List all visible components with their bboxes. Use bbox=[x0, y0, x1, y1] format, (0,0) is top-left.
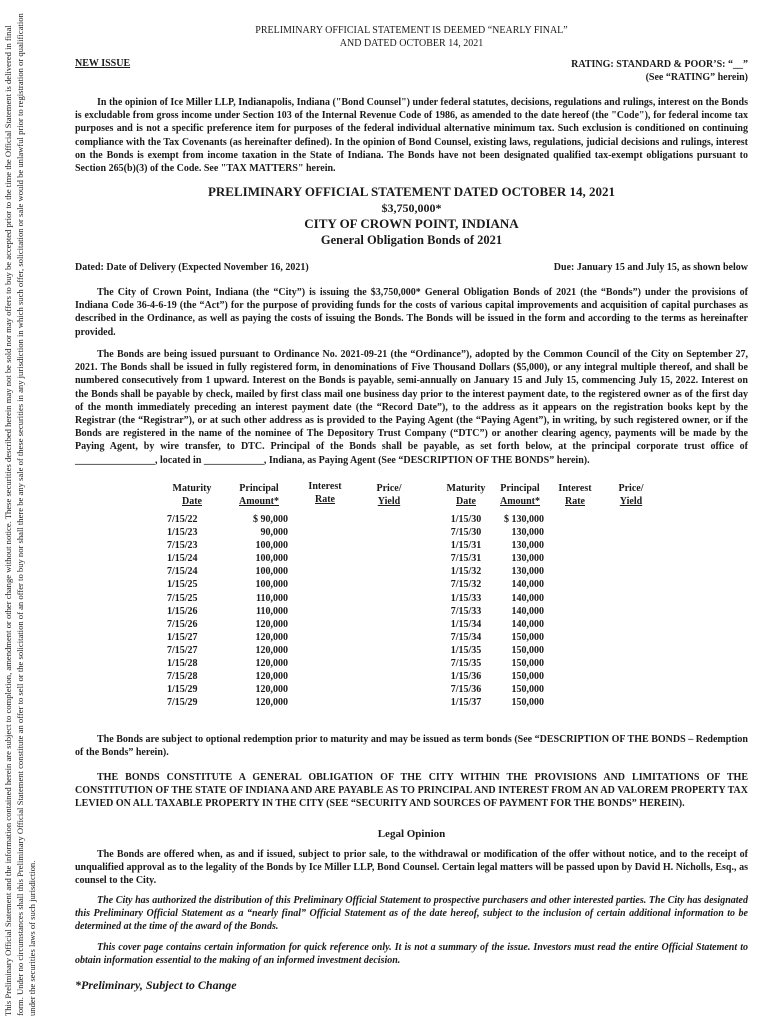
interest-header-line1: Interest bbox=[308, 481, 342, 492]
principal-amount-cell: 100,000 bbox=[255, 540, 288, 552]
rating-line2: (See “RATING” herein) bbox=[645, 72, 748, 83]
left-principal-column bbox=[230, 482, 288, 709]
maturity-date-cell: 7/15/26 bbox=[167, 618, 198, 630]
legal-opinion-heading: Legal Opinion bbox=[377, 828, 446, 840]
principal-amount-cell: 150,000 bbox=[511, 644, 544, 656]
title-line1: PRELIMINARY OFFICIAL STATEMENT DATED OCTOBER 14, 2021 bbox=[207, 184, 616, 199]
title-issuer: CITY OF CROWN POINT, INDIANA bbox=[304, 216, 519, 231]
principal-header-line1: Principal bbox=[500, 483, 540, 494]
principal-header-line2: Amount* bbox=[238, 496, 279, 507]
maturity-date-cell: 7/15/31 bbox=[450, 553, 482, 565]
principal-amount-cell: 130,000 bbox=[511, 566, 544, 578]
left-dates-list bbox=[167, 513, 217, 709]
maturity-date-cell: 7/15/22 bbox=[167, 514, 198, 525]
principal-amount-cell: $ 130,000 bbox=[504, 514, 544, 525]
principal-amount-cell: 90,000 bbox=[260, 527, 288, 539]
principal-amount-cell: $ 90,000 bbox=[253, 514, 288, 525]
maturity-date-cell: 7/15/27 bbox=[167, 644, 198, 656]
maturity-date-cell: 7/15/30 bbox=[450, 527, 482, 539]
maturity-header-line1: Maturity bbox=[172, 483, 212, 494]
principal-amount-header bbox=[230, 482, 288, 508]
principal-amount-cell: 110,000 bbox=[256, 605, 288, 617]
redemption-paragraph: The Bonds are subject to optional redemption prior to maturity and may be issued as term bonds (See “DESCRIPTION OF THE BONDS – Redemption of the Bonds” herein). bbox=[75, 734, 748, 759]
principal-amount-cell: 140,000 bbox=[511, 605, 544, 617]
dated-line: Dated: Date of Delivery (Expected November 16, 2021) bbox=[75, 262, 309, 273]
general-obligation-paragraph: THE BONDS CONSTITUTE A GENERAL OBLIGATION OF THE CITY WITHIN THE PROVISIONS AND LIMITATIONS OF THE CONSTITUTION OF THE STATE OF INDIANA AND ARE PAYABLE AS TO PRINCIPAL AND INTEREST FROM AN AD VALOREM PROPERTY TAX LEVIED ON ALL TAXABLE PROPERTY IN THE CITY (SEE “SECURITY AND SOURCES OF PAYMENT FOR THE BONDS” HEREIN). bbox=[75, 772, 748, 810]
principal-amount-cell: 140,000 bbox=[511, 592, 544, 604]
maturity-date-header bbox=[167, 482, 217, 508]
header-notice-line1: PRELIMINARY OFFICIAL STATEMENT IS DEEMED “NEARLY FINAL” bbox=[255, 25, 568, 36]
maturity-date-cell: 7/15/24 bbox=[167, 566, 198, 578]
principal-amount-cell: 120,000 bbox=[255, 618, 288, 630]
due-line: Due: January 15 and July 15, as shown below bbox=[553, 262, 748, 273]
principal-header-line1: Principal bbox=[239, 483, 279, 494]
principal-amount-cell: 100,000 bbox=[255, 566, 288, 578]
principal-amount-cell: 150,000 bbox=[511, 697, 544, 709]
maturity-date-cell: 1/15/37 bbox=[450, 697, 482, 709]
header-notice-line2: AND DATED OCTOBER 14, 2021 bbox=[339, 38, 484, 49]
legal-paragraph: The Bonds are offered when, as and if issued, subject to prior sale, to the withdrawal or modification of the offer without notice, and to the receipt of unqualified approval as to the legality of the Bonds by Ice Miller LLP, Bond Counsel. Certain legal matters will be passed upon by David H. Nicholls, Esq., as counsel to the City. bbox=[75, 849, 748, 887]
maturity-date-cell: 1/15/30 bbox=[450, 514, 482, 525]
right-maturity-date-column bbox=[441, 482, 491, 709]
principal-amount-cell: 120,000 bbox=[255, 684, 288, 696]
price-header-line2: Yield bbox=[377, 496, 401, 507]
price-header-line2: Yield bbox=[619, 496, 643, 507]
left-price-yield-header bbox=[369, 482, 409, 508]
principal-amount-cell: 100,000 bbox=[255, 579, 288, 591]
maturity-date-cell: 7/15/33 bbox=[450, 605, 482, 617]
title-amount: $3,750,000* bbox=[381, 201, 442, 215]
side-notice-text: This Preliminary Official Statement and the information contained herein are subject to completion, amendment or other change without notice. These securities described herein may not be sold nor may offers to buy be accepted prior to the time the Official Statement is delivered in final form. Under no circumstances shall this Preliminary Official Statement constitute an offer to sell or the solicitation of an offer to buy nor shall there be any sale of these securities in any jurisdiction in which such offer, solicitation or sale would be unlawful prior to registration or qualification under the securities laws of such jurisdiction. bbox=[3, 13, 37, 1016]
principal-amount-cell: 150,000 bbox=[511, 631, 544, 643]
maturity-date-cell: 1/15/35 bbox=[450, 644, 482, 656]
price-header-line1: Price/ bbox=[618, 483, 644, 494]
authorized-paragraph: The City has authorized the distribution of this Preliminary Official Statement to prospective purchasers and other interested parties. The City has designated this Preliminary Official Statement as a “nearly final” Official Statement as of the date hereof, subject to the inclusion of certain additional information to be determined at the time of the award of the Bonds. bbox=[75, 895, 748, 932]
maturity-date-cell: 1/15/32 bbox=[450, 566, 482, 578]
cover-page-paragraph: This cover page contains certain information for quick reference only. It is not a summary of the issue. Investors must read the entire Official Statement to obtain information essential to the making of an informed investment decision. bbox=[75, 942, 748, 966]
maturity-date-cell: 7/15/28 bbox=[167, 671, 198, 683]
maturity-header-line2: Date bbox=[456, 496, 476, 507]
right-principal-column bbox=[496, 482, 544, 709]
principal-header-line2: Amount* bbox=[499, 496, 540, 507]
principal-amount-cell: 130,000 bbox=[511, 540, 544, 552]
right-price-yield-header bbox=[611, 482, 651, 508]
maturity-date-cell: 7/15/32 bbox=[450, 579, 482, 591]
principal-amount-cell: 120,000 bbox=[255, 658, 288, 670]
maturity-date-cell: 7/15/35 bbox=[450, 658, 482, 670]
rating bbox=[571, 58, 748, 84]
principal-amount-cell: 120,000 bbox=[255, 671, 288, 683]
right-dates-list bbox=[441, 513, 491, 709]
maturity-date-cell: 1/15/27 bbox=[167, 631, 198, 643]
maturity-date-cell: 1/15/29 bbox=[167, 684, 198, 696]
principal-amount-cell: 120,000 bbox=[255, 631, 288, 643]
ordinance-paragraph: The Bonds are being issued pursuant to Ordinance No. 2021-09-21 (the “Ordinance”), adopted by the Common Council of the City on September 27, 2021. The Bonds shall be issued in fully registered form, in denominations of Five Thousand Dollars ($5,000), or any integral multiple thereof, and shall be numbered consecutively from 1 upward. Interest on the Bonds is payable, semi-annually on January 15 and July 15, commencing July 15, 2022. Interest on the Bonds shall be payable by check, mailed by first class mail one business day prior to the interest payment date, to the registered owner as of the first day of the month immediately preceding an interest payment date (the “Record Date”), to the address as it appears on the registration books kept by the Registrar (the “Registrar”), or at such other address as is provided to the Paying Agent (the “Paying Agent”), in writing, by such registered owner, or if the Bonds are registered in the name of the nominee of The Depository Trust Company (“DTC”) or another clearing agency, payments will be made by the Paying Agent, by wire transfer, to DTC. Principal of the Bonds shall be payable, as set forth below, at the principal corporate trust office of ________________, located in ____________, Indiana, as Paying Agent (See “DESCRIPTION OF THE BONDS” herein). bbox=[75, 349, 748, 466]
right-amounts-list bbox=[496, 513, 544, 709]
tax-opinion-paragraph: In the opinion of Ice Miller LLP, Indianapolis, Indiana ("Bond Counsel") under federal statutes, decisions, regulations and rulings, interest on the Bonds is excludable from gross income under Section 103 of the Internal Revenue Code of 1986, as amended to the date hereof (the "Code"), for federal income tax purposes and is not a specific preference item for purposes of the federal individual alternative minimum tax. Such exclusion is conditioned on continuing compliance with the Tax Covenants (as hereinafter defined). In the opinion of Bond Counsel, existing laws, regulations, judicial decisions and rulings, interest on the Bonds is exempt from income taxation in the State of Indiana. The Bonds have not been designated qualified tax-exempt obligations pursuant to Section 265(b)(3) of the Code. See "TAX MATTERS" herein. bbox=[75, 97, 748, 175]
principal-amount-cell: 110,000 bbox=[256, 592, 288, 604]
principal-amount-cell: 150,000 bbox=[511, 671, 544, 683]
principal-amount-cell: 120,000 bbox=[255, 697, 288, 709]
interest-header-line2: Rate bbox=[565, 496, 585, 507]
maturity-date-cell: 1/15/25 bbox=[167, 579, 198, 591]
maturity-date-cell: 1/15/24 bbox=[167, 553, 198, 565]
principal-amount-cell: 150,000 bbox=[511, 684, 544, 696]
maturity-date-cell: 7/15/36 bbox=[450, 684, 482, 696]
maturity-date-cell: 7/15/23 bbox=[167, 540, 198, 552]
principal-amount-cell: 140,000 bbox=[511, 618, 544, 630]
left-amounts-list bbox=[230, 513, 288, 709]
footnote: *Preliminary, Subject to Change bbox=[75, 978, 237, 992]
principal-amount-cell: 100,000 bbox=[255, 553, 288, 565]
maturity-date-cell: 1/15/36 bbox=[450, 671, 482, 683]
maturity-header-line2: Date bbox=[182, 496, 202, 507]
maturity-header-line1: Maturity bbox=[446, 483, 486, 494]
maturity-date-cell: 1/15/31 bbox=[450, 540, 482, 552]
header-notice bbox=[75, 24, 748, 50]
title-block bbox=[75, 184, 748, 248]
maturity-date-cell: 7/15/34 bbox=[450, 631, 482, 643]
side-notice bbox=[3, 0, 78, 1024]
principal-amount-cell: 130,000 bbox=[511, 553, 544, 565]
interest-header-line2: Rate bbox=[315, 494, 335, 505]
left-maturity-date-column bbox=[167, 482, 217, 709]
maturity-date-cell: 1/15/33 bbox=[450, 592, 482, 604]
new-issue-label: NEW ISSUE bbox=[75, 58, 131, 69]
left-interest-rate-header bbox=[305, 480, 345, 506]
maturity-date-cell: 1/15/26 bbox=[167, 605, 198, 617]
maturity-date-cell: 1/15/28 bbox=[167, 658, 198, 670]
principal-amount-cell: 140,000 bbox=[511, 579, 544, 591]
maturity-date-cell: 1/15/34 bbox=[450, 618, 482, 630]
principal-amount-cell: 150,000 bbox=[511, 658, 544, 670]
principal-amount-cell: 130,000 bbox=[511, 527, 544, 539]
rating-line1: RATING: STANDARD & POOR’S: “__” bbox=[571, 59, 748, 70]
issue-paragraph: The City of Crown Point, Indiana (the “City”) is issuing the $3,750,000* General Obligation Bonds of 2021 (the “Bonds”) under the provisions of Indiana Code 36-4-6-19 (the “Act”) for the purpose of providing funds for the costs of various capital improvements and acquisition of capital purchases as described in the Ordinance, as well as paying the costs of issuing the Bonds. The Bonds will be issued in the form and according to the terms as hereinafter provided. bbox=[75, 287, 748, 338]
maturity-date-cell: 1/15/23 bbox=[167, 527, 198, 539]
interest-header-line1: Interest bbox=[558, 483, 592, 494]
maturity-date-cell: 7/15/25 bbox=[167, 592, 198, 604]
price-header-line1: Price/ bbox=[376, 483, 402, 494]
right-interest-rate-header bbox=[555, 482, 595, 508]
principal-amount-cell: 120,000 bbox=[255, 644, 288, 656]
title-bond-name: General Obligation Bonds of 2021 bbox=[320, 233, 503, 247]
maturity-date-cell: 7/15/29 bbox=[167, 697, 198, 709]
